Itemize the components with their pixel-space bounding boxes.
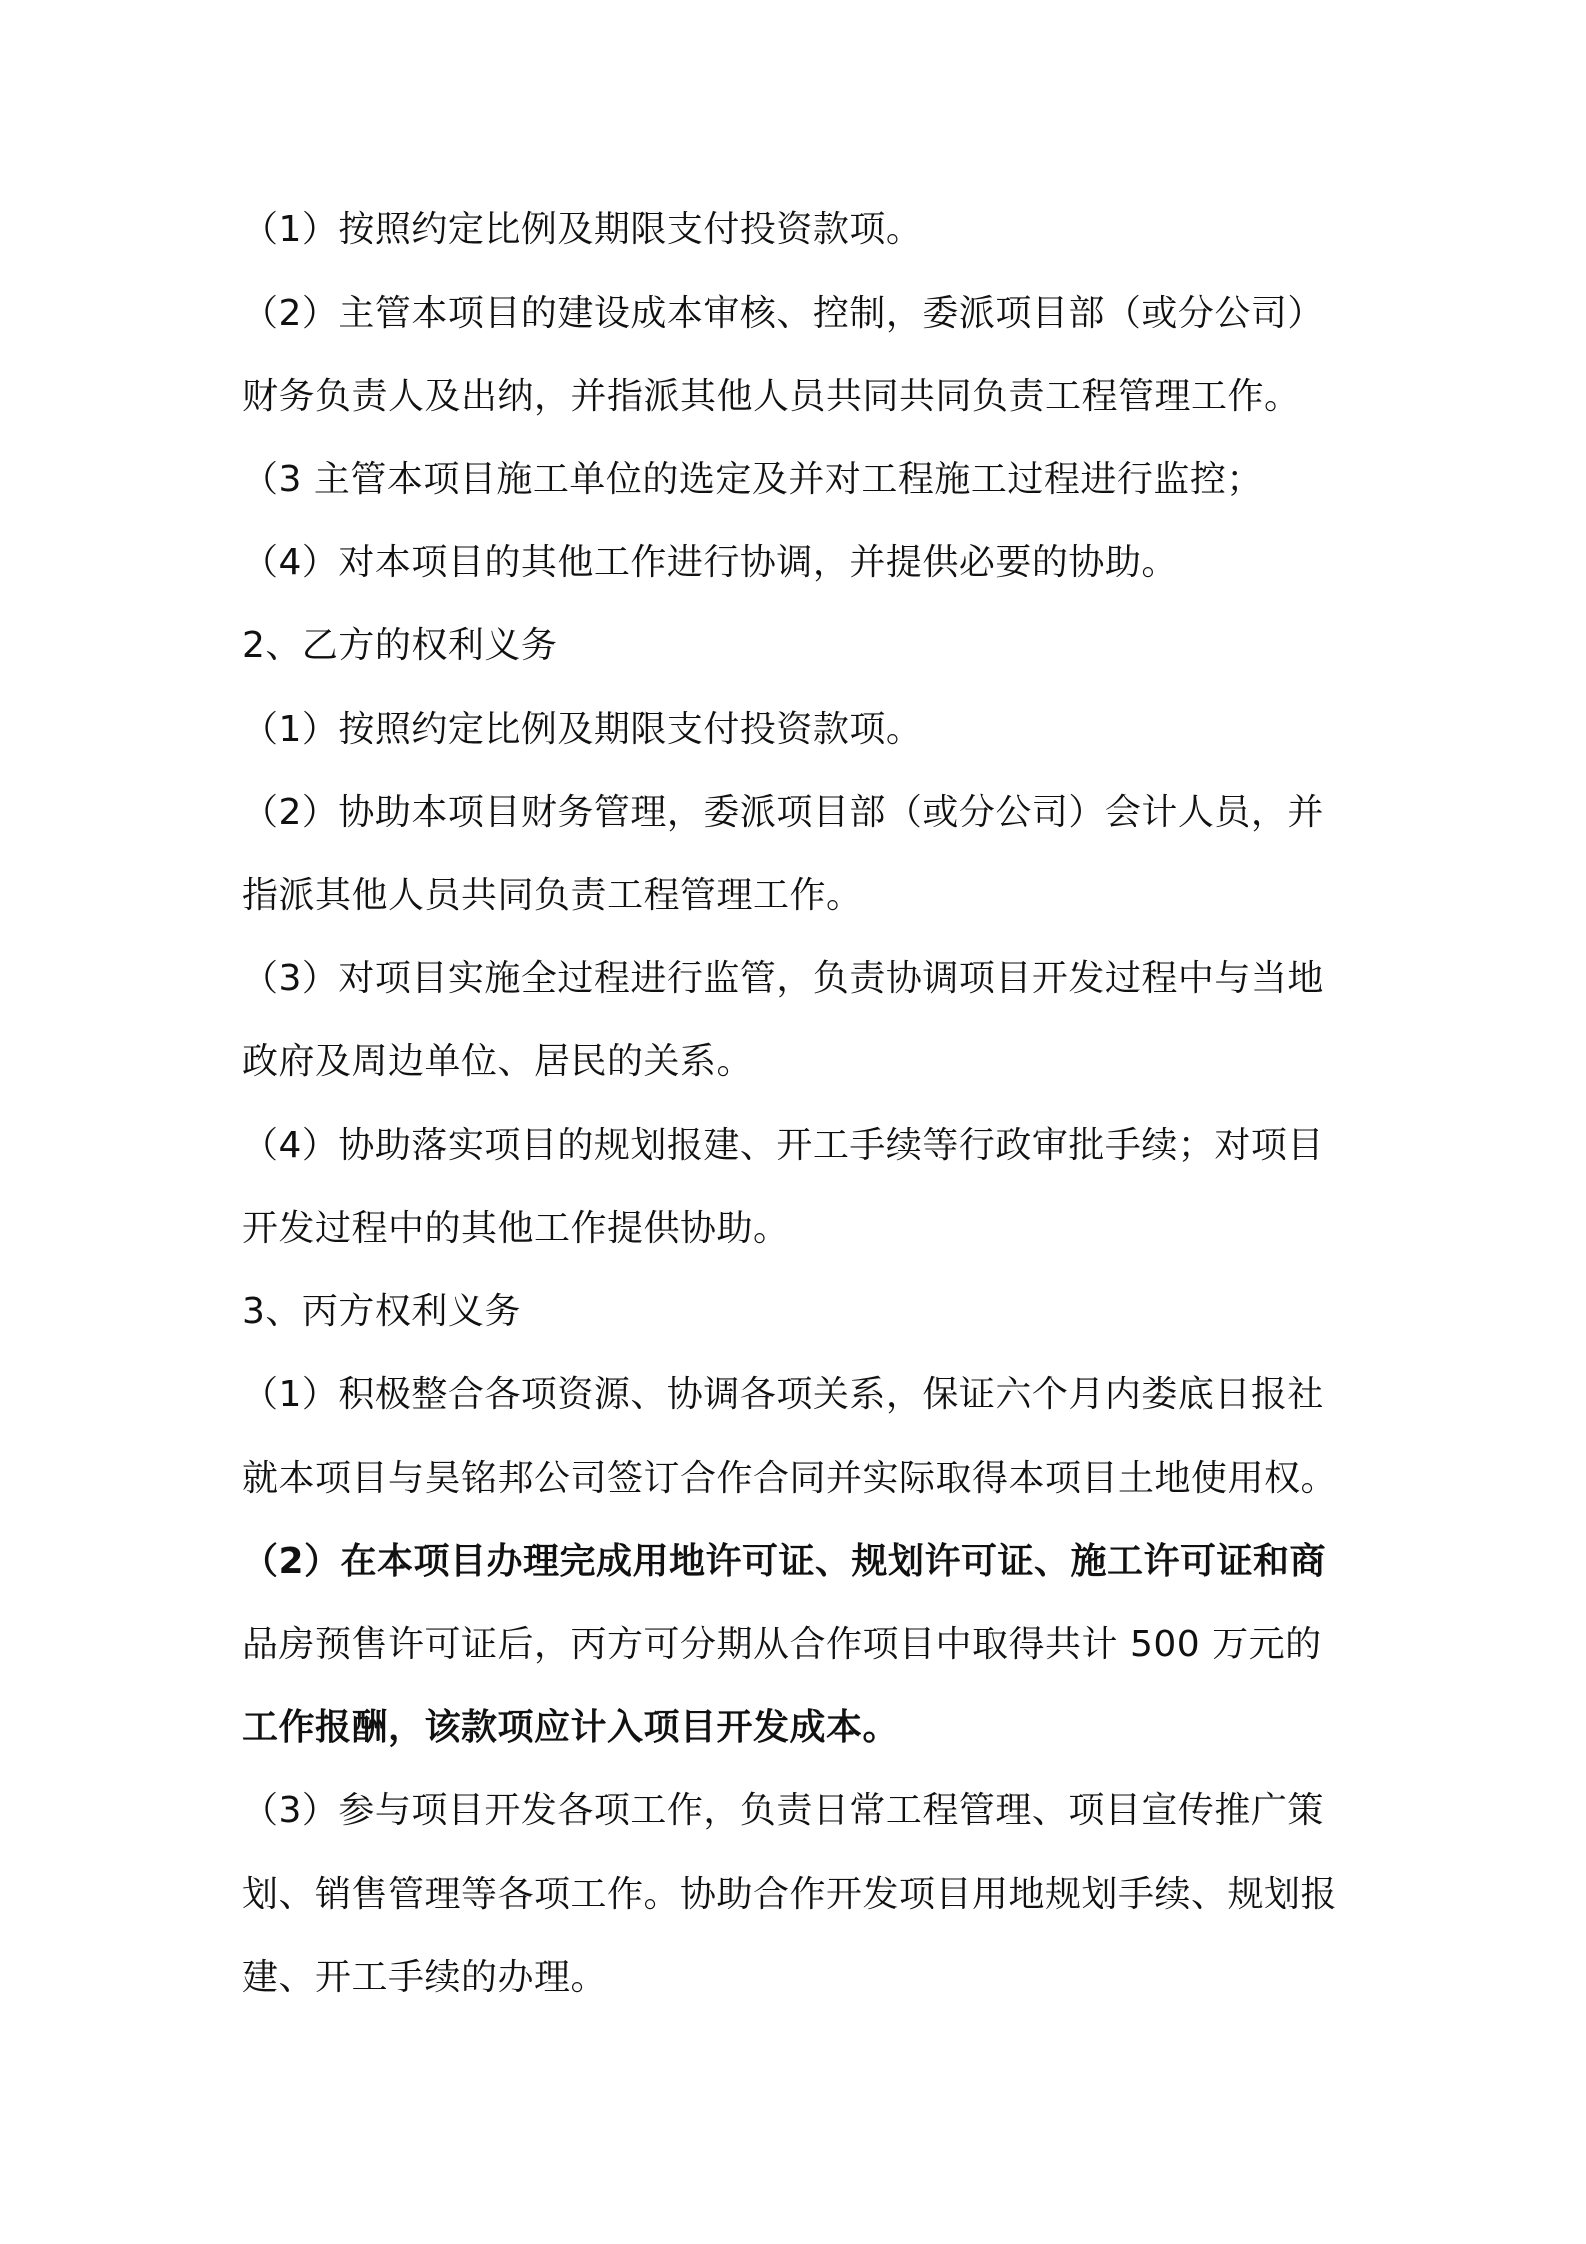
paragraph-line: （2）在本项目办理完成用地许可证、规划许可证、施工许可证和商 [242, 1541, 1327, 1582]
paragraph-line: （4）对本项目的其他工作进行协调，并提供必要的协助。 [242, 542, 1178, 583]
section-heading: 3、丙方权利义务 [242, 1291, 521, 1332]
paragraph-line: （3 主管本项目施工单位的选定及并对工程施工过程进行监控； [242, 459, 1263, 500]
paragraph-line: （3）参与项目开发各项工作，负责日常工程管理、项目宣传推广策 [242, 1790, 1324, 1831]
paragraph-line: （1）积极整合各项资源、协调各项关系，保证六个月内娄底日报社 [242, 1374, 1324, 1415]
paragraph-line: 政府及周边单位、居民的关系。 [242, 1041, 754, 1082]
paragraph-line: 建、开工手续的办理。 [242, 1957, 608, 1998]
paragraph-line: 就本项目与昊铭邦公司签订合作合同并实际取得本项目土地使用权。 [242, 1458, 1338, 1499]
paragraph-line: 品房预售许可证后，丙方可分期从合作项目中取得共计 500 万元的 [242, 1624, 1322, 1665]
paragraph-line: 工作报酬，该款项应计入项目开发成本。 [242, 1707, 900, 1748]
section-heading: 2、乙方的权利义务 [242, 625, 558, 666]
paragraph-line: （1）按照约定比例及期限支付投资款项。 [242, 209, 923, 250]
paragraph-line: 指派其他人员共同负责工程管理工作。 [242, 875, 863, 916]
paragraph-line: （2）协助本项目财务管理，委派项目部（或分公司）会计人员，并 [242, 792, 1324, 833]
paragraph-line: 划、销售管理等各项工作。协助合作开发项目用地规划手续、规划报 [242, 1874, 1338, 1915]
paragraph-line: （2）主管本项目的建设成本审核、控制，委派项目部（或分公司） [242, 293, 1324, 334]
paragraph-line: （3）对项目实施全过程进行监管，负责协调项目开发过程中与当地 [242, 958, 1324, 999]
paragraph-line: 开发过程中的其他工作提供协助。 [242, 1208, 790, 1249]
paragraph-line: （1）按照约定比例及期限支付投资款项。 [242, 709, 923, 750]
paragraph-line: （4）协助落实项目的规划报建、开工手续等行政审批手续；对项目 [242, 1125, 1324, 1166]
paragraph-line: 财务负责人及出纳，并指派其他人员共同共同负责工程管理工作。 [242, 376, 1301, 417]
